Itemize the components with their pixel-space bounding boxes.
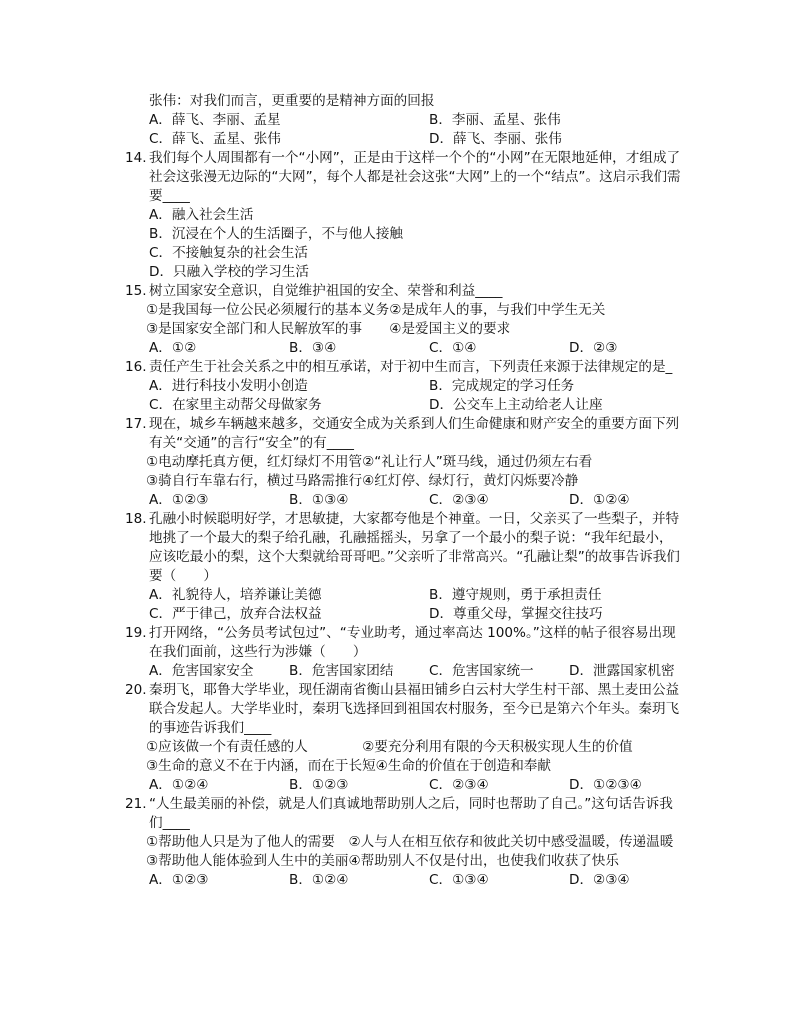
option-d[interactable]: D．薛飞、李丽、张伟 <box>429 131 562 147</box>
option-b[interactable]: B．①③④ <box>289 492 349 508</box>
statement-line: ③是国家安全部门和人民解放军的事 ④是爱国主义的要求 <box>146 321 511 337</box>
options-row <box>0 130 794 149</box>
options-row <box>0 586 794 605</box>
question-stem: 树立国家安全意识，自觉维护祖国的安全、荣誉和利益____ <box>149 283 503 299</box>
options-row <box>0 339 794 358</box>
option-list <box>0 206 794 282</box>
options-row <box>0 491 794 510</box>
question-stem: 打开网络，“公务员考试包过”、“专业助考，通过率高达 100%。”这样的帖子很容易出现在我们面前，这些行为涉嫌（ ） <box>149 625 676 660</box>
option-d[interactable]: D．泄露国家机密 <box>569 663 675 679</box>
question-18 <box>0 510 683 586</box>
question-17 <box>0 415 683 453</box>
question-number: 20. <box>125 682 147 698</box>
option-c[interactable]: C．①③④ <box>429 872 489 888</box>
question-21 <box>0 795 683 833</box>
statement-line: ③生命的意义不在于内涵，而在于长短④生命的价值在于创造和奉献 <box>146 758 551 774</box>
statement-line: ③帮助他人能体验到人生中的美丽④帮助别人不仅是付出，也使我们收获了快乐 <box>146 853 619 869</box>
question-number: 17. <box>125 416 147 432</box>
question-stem: 责任产生于社会关系之中的相互承诺，对于初中生而言，下列责任来源于法律规定的是_ <box>149 359 673 375</box>
question-stem: “人生最美丽的补偿，就是人们真诚地帮助别人之后，同时也帮助了自己。”这句话告诉我们____ <box>149 796 673 831</box>
options-row <box>0 871 794 890</box>
question-number: 15. <box>125 283 147 299</box>
question-stem: 现在，城乡车辆越来越多，交通安全成为关系到人们生命健康和财产安全的重要方面下列有关“交通”的言行“安全”的有____ <box>149 416 680 451</box>
option-d[interactable]: D．②③④ <box>569 872 630 888</box>
option-b[interactable]: B．李丽、孟星、张伟 <box>429 112 561 128</box>
options-row <box>0 111 794 130</box>
question-14 <box>0 149 683 206</box>
option-a[interactable]: A．礼貌待人，培养谦让美德 <box>149 587 322 603</box>
question-stem: 我们每个人周围都有一个“小网”，正是由于这样一个个的“小网”在无限地延伸，才组成了社会这张漫无边际的“大网”，每个人都是社会这张“大网”上的一个“结点”。这启示我们需要____ <box>149 150 681 204</box>
option-c[interactable]: C．薛飞、孟星、张伟 <box>149 131 281 147</box>
option-a[interactable]: A．①②③ <box>149 872 209 888</box>
statement-line: ①电动摩托真方便，红灯绿灯不用管②“礼让行人”斑马线，通过仍须左右看 <box>146 454 593 470</box>
option-a[interactable]: A．融入社会生活 <box>149 207 254 223</box>
option-d[interactable]: D．只融入学校的学习生活 <box>149 264 309 280</box>
options-row <box>0 662 794 681</box>
option-c[interactable]: C．不接触复杂的社会生活 <box>149 245 309 261</box>
statement-line: ①帮助他人只是为了他人的需要 ②人与人在相互依存和彼此关切中感受温暖，传递温暖 <box>146 834 674 850</box>
option-c[interactable]: C．①④ <box>429 340 477 356</box>
options-row <box>0 605 794 624</box>
option-a[interactable]: A．薛飞、李丽、孟星 <box>149 112 281 128</box>
statement-line: ①应该做一个有责任感的人 ②要充分利用有限的今天积极实现人生的价值 <box>146 739 633 755</box>
options-row <box>0 377 794 396</box>
statement-line: ①是我国每一位公民必须履行的基本义务②是成年人的事，与我们中学生无关 <box>146 302 606 318</box>
option-d[interactable]: D．①②③④ <box>569 777 642 793</box>
option-b[interactable]: B．完成规定的学习任务 <box>429 378 575 394</box>
option-a[interactable]: A．①②④ <box>149 777 209 793</box>
question-stem: 秦玥飞，耶鲁大学毕业，现任湖南省衡山县福田铺乡白云村大学生村干部、黑土麦田公益联合发起人。大学毕业时，秦玥飞选择回到祖国农村服务，至今已是第六个年头。秦玥飞的事迹告诉我们____ <box>149 682 680 736</box>
statement-line: ③骑自行车靠右行，横过马路需推行④红灯停、绿灯行，黄灯闪烁要冷静 <box>146 473 579 489</box>
option-b[interactable]: B．③④ <box>289 340 337 356</box>
option-c[interactable]: C．在家里主动帮父母做家务 <box>149 397 322 413</box>
option-d[interactable]: D．尊重父母，掌握交往技巧 <box>429 606 603 622</box>
option-b[interactable]: B．①②④ <box>289 872 349 888</box>
exam-page <box>0 92 794 890</box>
option-c[interactable]: C．危害国家统一 <box>429 663 534 679</box>
question-number: 18. <box>125 511 147 527</box>
option-d[interactable]: D．①②④ <box>569 492 630 508</box>
question-16 <box>0 358 683 377</box>
option-c[interactable]: C．②③④ <box>429 492 489 508</box>
options-row <box>0 776 794 795</box>
option-b[interactable]: B．危害国家团结 <box>289 663 394 679</box>
question-number: 21. <box>125 796 147 812</box>
option-a[interactable]: A．①②③ <box>149 492 209 508</box>
option-d[interactable]: D．公交车上主动给老人让座 <box>429 397 603 413</box>
option-b[interactable]: B．沉浸在个人的生活圈子，不与他人接触 <box>149 226 404 242</box>
options-row <box>0 396 794 415</box>
option-a[interactable]: A．进行科技小发明小创造 <box>149 378 308 394</box>
question-number: 14. <box>125 150 147 166</box>
option-a[interactable]: A．①② <box>149 340 197 356</box>
option-c[interactable]: C．严于律己，放弃合法权益 <box>149 606 322 622</box>
question-20 <box>0 681 683 738</box>
question-19 <box>0 624 683 662</box>
question-number: 19. <box>125 625 147 641</box>
option-c[interactable]: C．②③④ <box>429 777 489 793</box>
question-15 <box>0 282 683 301</box>
option-d[interactable]: D．②③ <box>569 340 618 356</box>
question-13-tail: 张伟：对我们而言，更重要的是精神方面的回报 <box>149 93 435 109</box>
question-stem: 孔融小时候聪明好学，才思敏捷，大家都夸他是个神童。一日，父亲买了一些梨子，并特地挑了一个最大的梨子给孔融，孔融摇摇头，另拿了一个最小的梨子说：“我年纪最小，应该吃最小的梨，这个大梨就给哥哥吧。”父亲听了非常高兴。“孔融让梨”的故事告诉我们要（ ） <box>149 511 680 584</box>
option-a[interactable]: A．危害国家安全 <box>149 663 254 679</box>
question-number: 16. <box>125 359 147 375</box>
option-b[interactable]: B．遵守规则，勇于承担责任 <box>429 587 602 603</box>
option-b[interactable]: B．①②③ <box>289 777 349 793</box>
